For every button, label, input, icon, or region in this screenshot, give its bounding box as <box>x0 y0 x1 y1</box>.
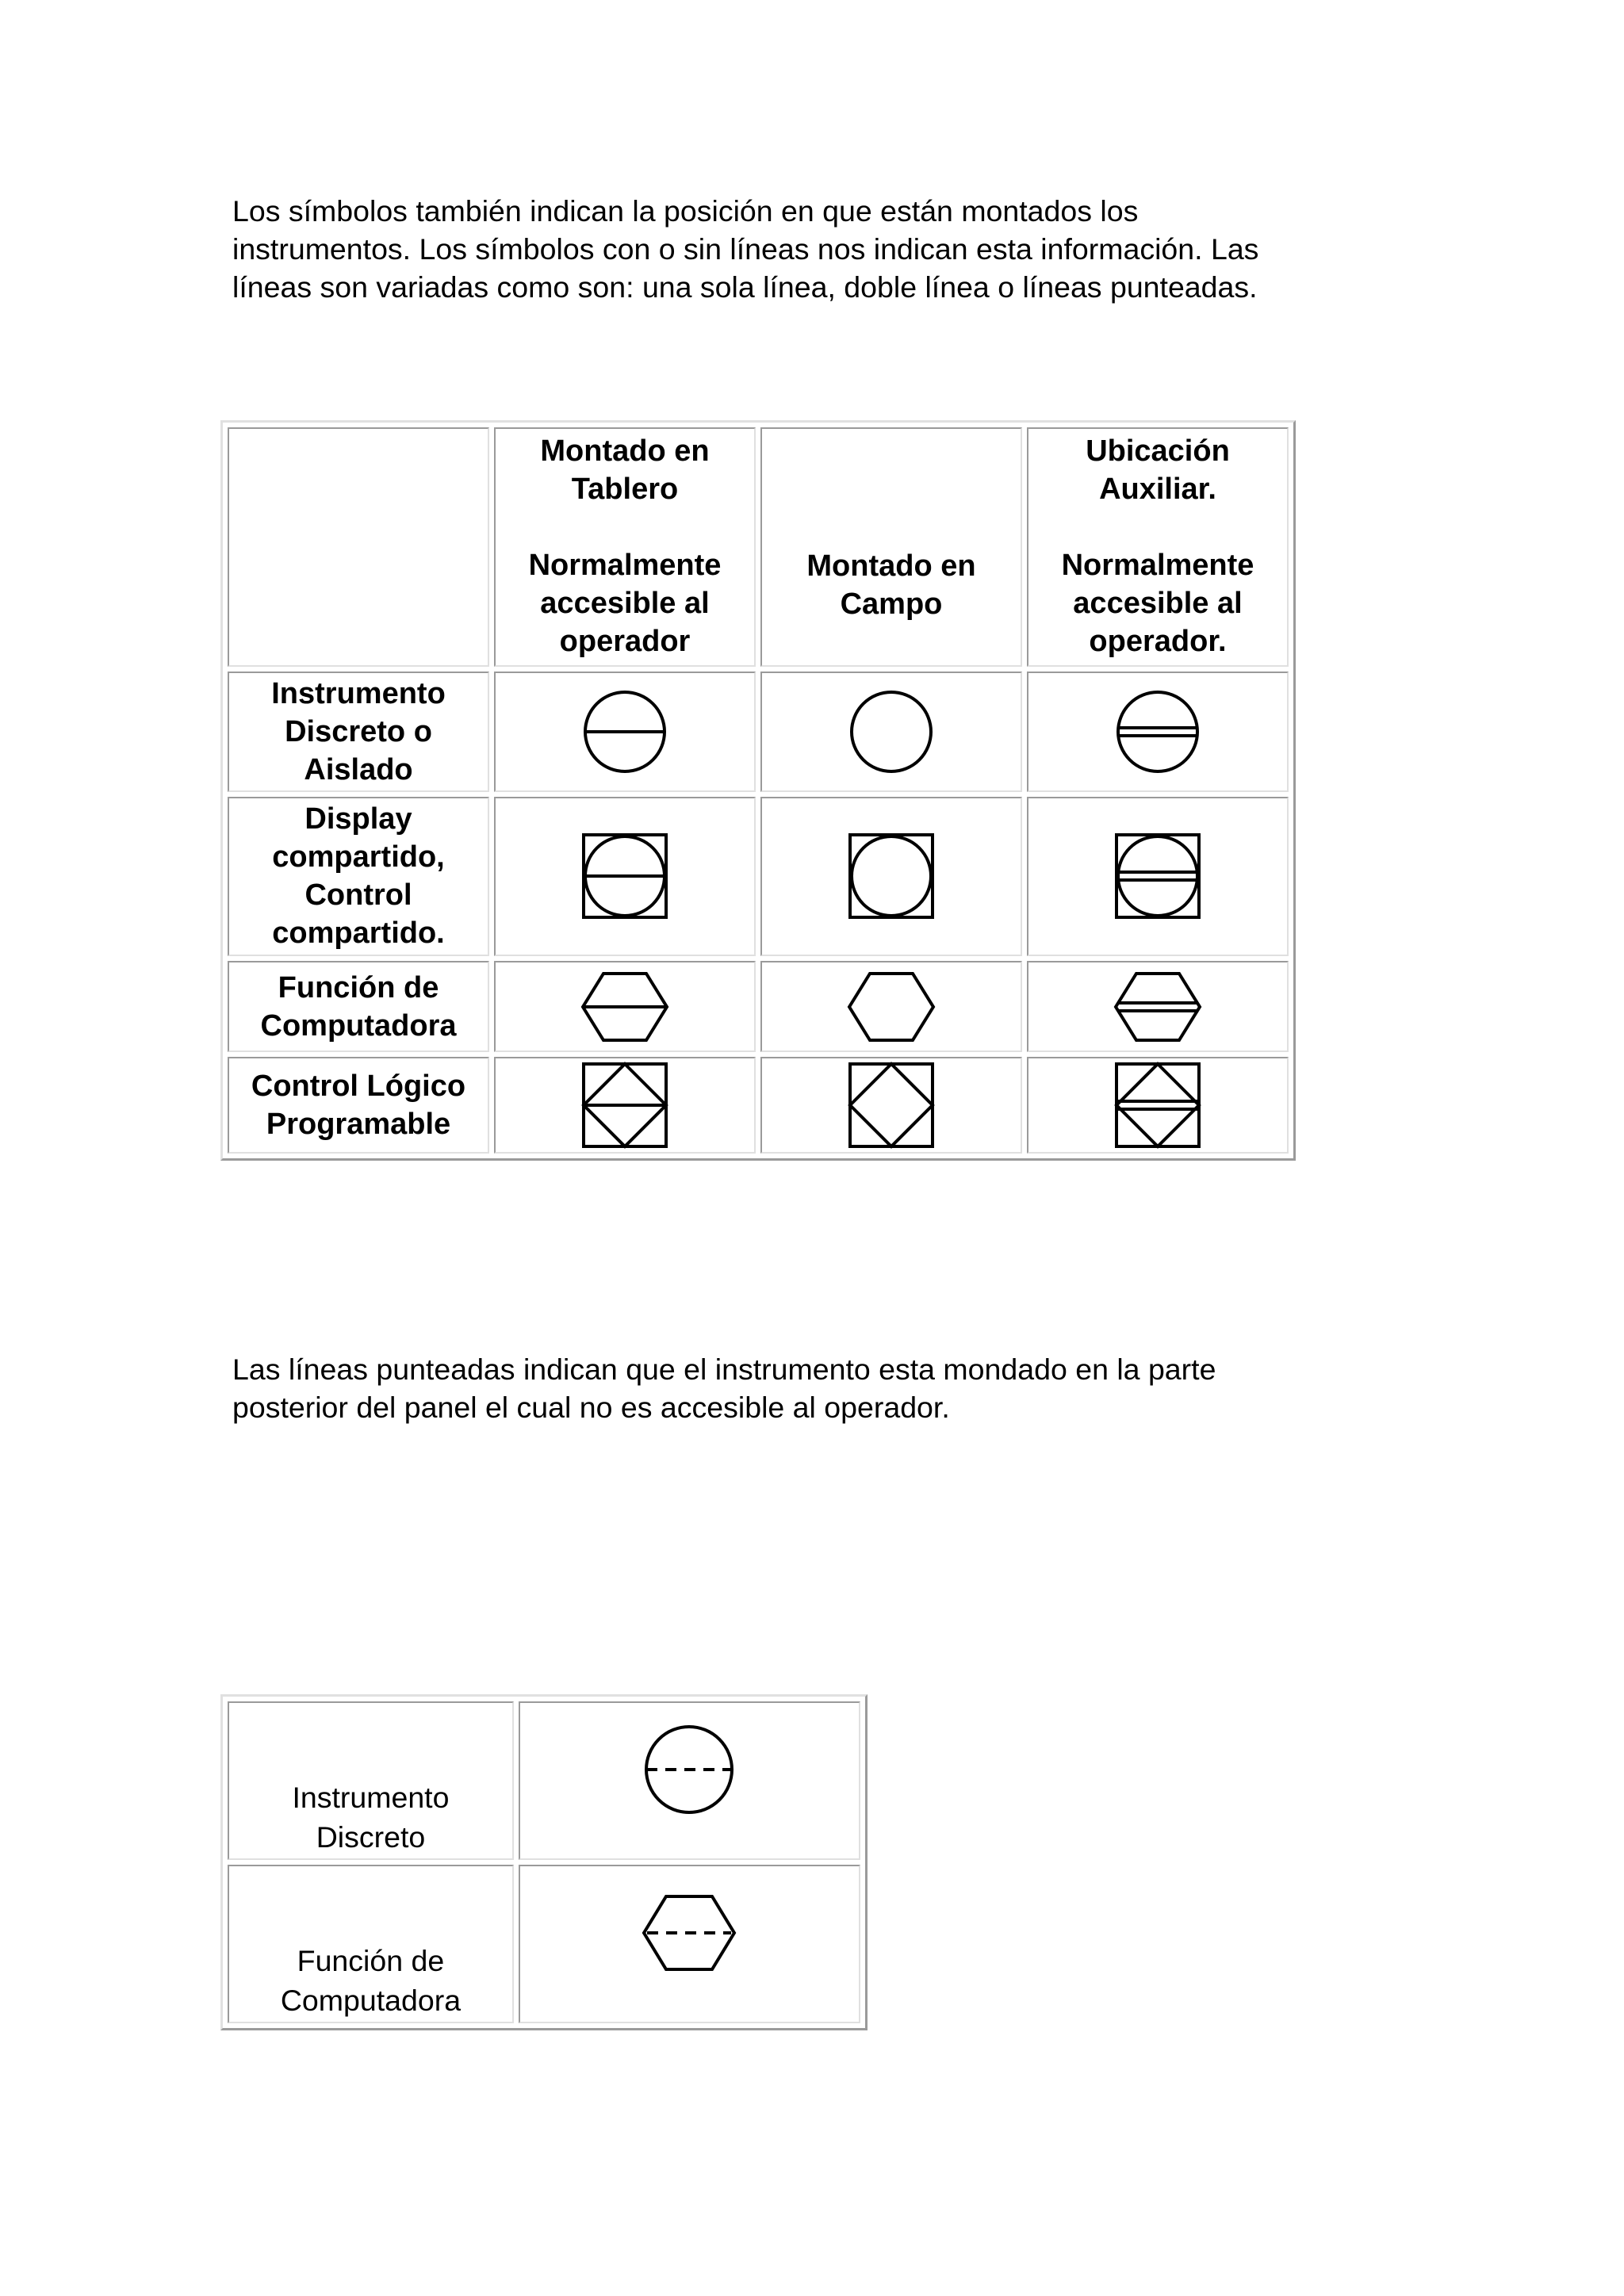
header-aux-sub-1: Normalmente <box>1061 549 1254 582</box>
label-line: compartido, <box>272 840 445 874</box>
header-panel-sub-1: Normalmente <box>528 549 722 582</box>
circle-double-line-icon <box>1114 688 1201 775</box>
intro-line-1: Los símbolos también indican la posición en que están montados los <box>232 194 1139 228</box>
header-field-2: Campo <box>840 587 943 622</box>
circle-in-square-single-line-icon <box>581 832 668 920</box>
label-line: Función de <box>278 970 439 1004</box>
diamond-in-square-double-line-icon <box>1114 1062 1201 1149</box>
label-line: Control Lógico <box>251 1070 466 1104</box>
diamond-in-square-icon <box>848 1062 935 1149</box>
hexagon-double-line-icon <box>1113 970 1203 1043</box>
symbol-cell <box>760 672 1022 792</box>
hexagon-dashed-line-icon <box>641 1893 737 1973</box>
symbol-cell <box>760 1057 1022 1154</box>
row-label-shared-display <box>228 797 489 956</box>
dashed-para-line-1: Las líneas punteadas indican que el instrumento esta mondado en la parte <box>232 1353 1216 1386</box>
row-label-plc <box>228 1057 489 1154</box>
header-panel-title-2: Tablero <box>571 473 679 506</box>
intro-paragraph <box>232 192 1406 306</box>
symbol-cell <box>1027 1057 1289 1154</box>
row-label-computer-function <box>228 961 489 1053</box>
symbol-cell <box>760 961 1022 1053</box>
dashed-lines-paragraph <box>232 1350 1406 1426</box>
header-field-1: Montado en <box>806 549 976 584</box>
symbol-cell <box>519 1701 860 1860</box>
hexagon-single-line-icon <box>580 970 670 1043</box>
symbol-cell <box>494 672 756 792</box>
label-line: Instrumento <box>292 1781 450 1814</box>
row-label-discrete-instrument <box>228 1701 514 1860</box>
header-panel-mounted <box>494 427 756 667</box>
header-auxiliary-location <box>1027 427 1289 667</box>
label-line: Instrumento <box>271 677 446 711</box>
label-line: Programable <box>266 1108 451 1142</box>
intro-line-3: líneas son variadas como son: una sola línea, doble línea o líneas punteadas. <box>232 270 1258 304</box>
label-line: Display <box>304 802 412 836</box>
hexagon-icon <box>846 970 936 1043</box>
label-line: Computadora <box>280 1984 462 2017</box>
header-aux-sub-3: operador. <box>1089 625 1227 658</box>
header-panel-sub-2: accesible al <box>540 587 710 620</box>
circle-in-square-double-line-icon <box>1114 832 1201 920</box>
symbol-cell <box>494 797 756 956</box>
symbol-cell <box>1027 961 1289 1053</box>
header-aux-title-2: Auxiliar. <box>1099 473 1216 506</box>
diamond-in-square-single-line-icon <box>581 1062 668 1149</box>
row-label-computer-function <box>228 1865 514 2023</box>
symbol-cell <box>1027 797 1289 956</box>
intro-line-2: instrumentos. Los símbolos con o sin líneas nos indican esta información. Las <box>232 232 1259 266</box>
header-field-mounted <box>760 427 1022 667</box>
label-line: Discreto o <box>285 715 432 749</box>
row-label-discrete-instrument <box>228 672 489 792</box>
label-line: Aislado <box>304 753 413 787</box>
label-line: Control <box>304 878 412 913</box>
symbol-cell <box>494 1057 756 1154</box>
label-line: Computadora <box>260 1008 457 1043</box>
symbol-cell <box>494 961 756 1053</box>
mounting-symbols-table <box>220 420 1296 1161</box>
symbol-cell <box>1027 672 1289 792</box>
circle-icon <box>848 688 935 775</box>
header-aux-sub-2: accesible al <box>1073 587 1243 620</box>
label-line: compartido. <box>272 916 445 951</box>
symbol-cell <box>760 797 1022 956</box>
empty-header-cell <box>228 427 489 667</box>
dashed-para-line-2: posterior del panel el cual no es accesible al operador. <box>232 1391 950 1424</box>
circle-single-line-icon <box>581 688 668 775</box>
header-panel-sub-3: operador <box>559 625 691 658</box>
symbol-cell <box>519 1865 860 2023</box>
label-line: Discreto <box>316 1820 426 1854</box>
circle-dashed-line-icon <box>643 1724 735 1816</box>
label-line: Función de <box>297 1944 445 1977</box>
header-aux-title-1: Ubicación <box>1086 434 1230 468</box>
dashed-symbols-table <box>220 1694 868 2030</box>
circle-in-square-icon <box>848 832 935 920</box>
header-panel-title-1: Montado en <box>540 434 710 468</box>
